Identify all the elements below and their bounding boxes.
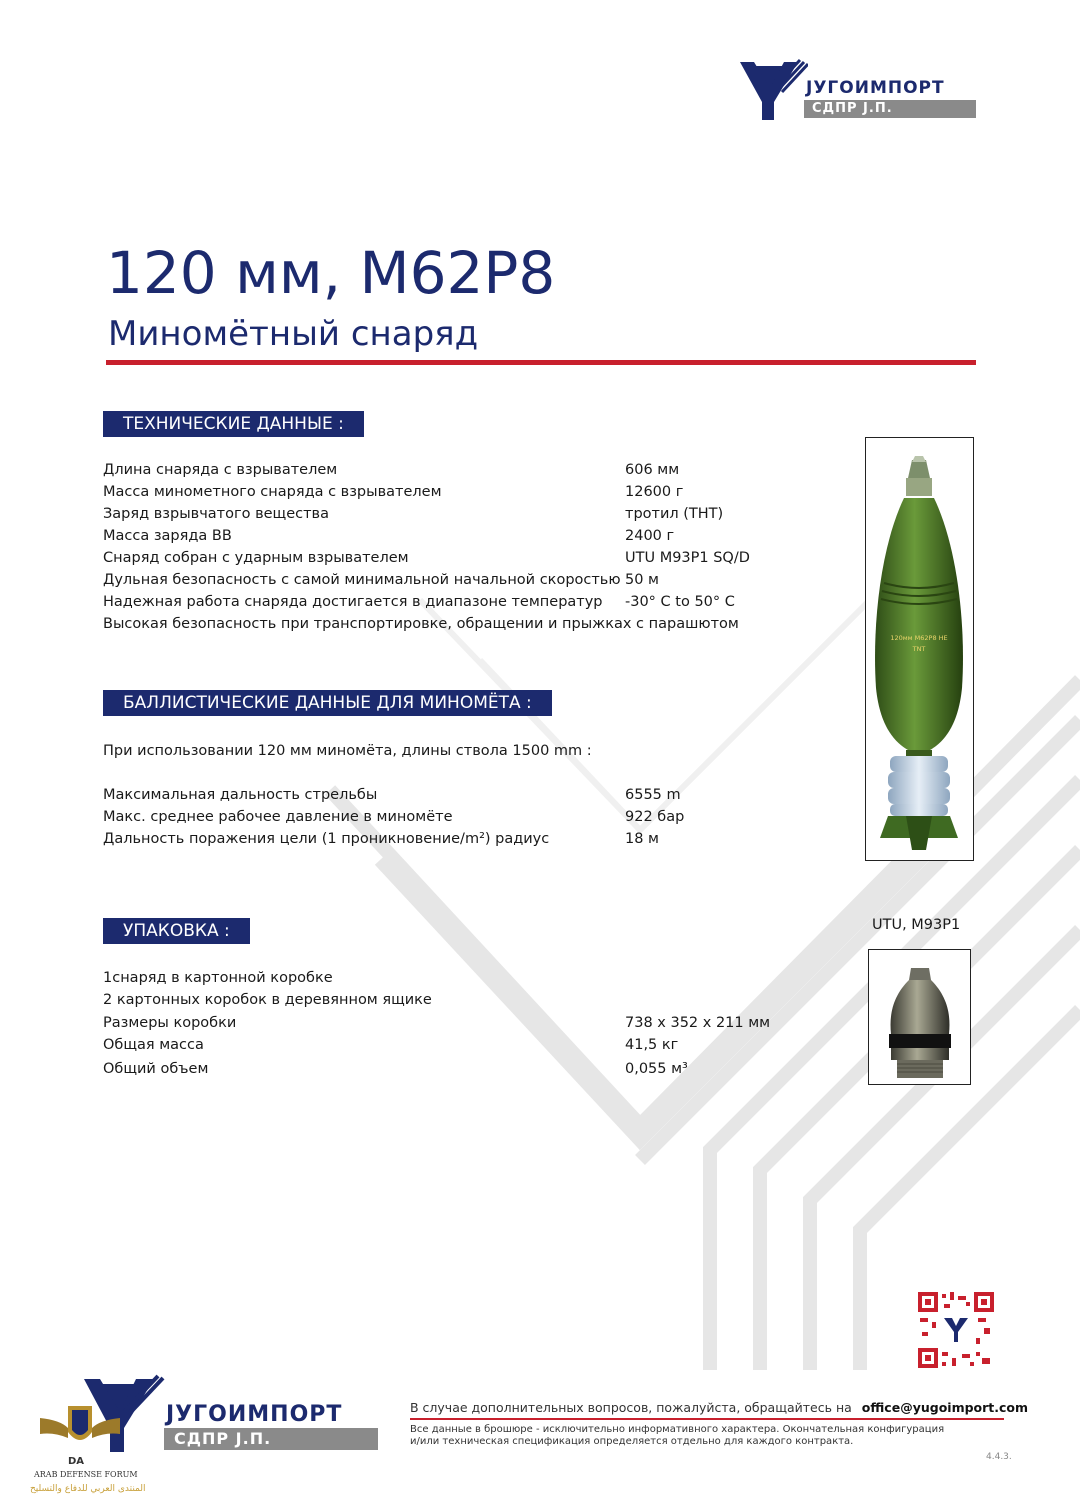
spec-value: 12600 г <box>625 484 684 500</box>
spec-value: 50 м <box>625 572 659 588</box>
spec-note: Высокая безопасность при транспортировке, обращении и прыжках с парашютом <box>103 616 739 632</box>
disclaimer-line: и/или техническая спецификация определяется отдельно для каждого контракта. <box>410 1436 854 1447</box>
mortar-shell-image <box>865 437 974 861</box>
footer-contact <box>410 1400 1028 1415</box>
spec-value: тротил (ТНТ) <box>625 506 724 522</box>
packing-label: Общая масса <box>103 1037 204 1053</box>
watermark <box>20 1398 146 1508</box>
fuze-icon <box>869 950 970 1084</box>
spec-label: Заряд взрывчатого вещества <box>103 506 329 522</box>
ballistic-value: 18 м <box>625 831 659 847</box>
spec-value: 606 мм <box>625 462 680 478</box>
ballistic-value: 922 бар <box>625 809 685 825</box>
spec-label: Масса заряда ВВ <box>103 528 232 544</box>
ballistic-row <box>103 784 903 806</box>
packing-row <box>103 1012 903 1034</box>
footer-email-link[interactable]: office@yugoimport.com <box>861 1400 1029 1415</box>
watermark-badge: DA <box>68 1456 85 1467</box>
spec-value: 2400 г <box>625 528 675 544</box>
footer-disclaimer <box>410 1424 944 1448</box>
qr-code-icon <box>918 1292 994 1368</box>
shield-wings-icon <box>40 1398 120 1458</box>
brand-sub: СДПР Ј.П. <box>804 100 976 118</box>
title-divider <box>106 360 976 365</box>
packing-value: 0,055 м³ <box>625 1061 688 1077</box>
mortar-shell-icon <box>866 438 973 860</box>
spec-value: -30° C to 50° C <box>625 594 735 610</box>
spec-value: UTU M93P1 SQ/D <box>625 550 750 566</box>
spec-label: Масса минометного снаряда с взрывателем <box>103 484 442 500</box>
packing-label: Размеры коробки <box>103 1015 237 1031</box>
packing-line: 1снаряд в картонной коробке <box>103 970 333 986</box>
spec-label: Дульная безопасность с самой минимальной начальной скоростью <box>103 572 621 588</box>
packing-value: 738 x 352 x 211 мм <box>625 1015 771 1031</box>
yugoimport-logo-icon <box>726 58 808 122</box>
spec-row <box>103 525 903 547</box>
ballistic-row <box>103 806 903 828</box>
spec-row <box>103 481 903 503</box>
spec-label: Длина снаряда с взрывателем <box>103 462 338 478</box>
spec-row <box>103 503 903 525</box>
shell-marking: 120мм M62P8 HE <box>890 634 948 642</box>
section-packing-heading: УПАКОВКА : <box>103 918 250 944</box>
section-ballistic-heading: БАЛЛИСТИЧЕСКИЕ ДАННЫЕ ДЛЯ МИНОМЁТА : <box>103 690 552 716</box>
ballistic-label: Дальность поражения цели (1 проникновение/m²) радиус <box>103 831 550 847</box>
ballistic-label: Макс. среднее рабочее давление в миномёте <box>103 809 453 825</box>
fuze-image <box>868 949 971 1085</box>
spec-label: Надежная работа снаряда достигается в диапазоне температур <box>103 594 603 610</box>
document-version: 4.4.3. <box>986 1452 1012 1462</box>
footer-divider <box>410 1418 1004 1420</box>
page-subtitle: Минoмётный снаряд <box>108 314 479 354</box>
page-title: 120 мм, M62P8 <box>106 239 556 307</box>
packing-value: 41,5 кг <box>625 1037 679 1053</box>
watermark-name-en: ARAB DEFENSE FORUM <box>34 1470 138 1479</box>
section-technical-heading: ТЕХНИЧЕСКИЕ ДАННЫЕ : <box>103 411 364 437</box>
header-logo <box>726 58 986 122</box>
brand-name: ЈУГОИМПОРТ <box>166 1402 343 1427</box>
packing-row <box>103 1034 903 1056</box>
spec-label: Снаряд собран с ударным взрывателем <box>103 550 409 566</box>
packing-row <box>103 1058 903 1080</box>
spec-row <box>103 547 903 569</box>
ballistic-intro: При использовании 120 мм миномёта, длины ствола 1500 mm : <box>103 743 592 759</box>
watermark-name-ar: المنتدى العربي للدفاع والتسليح <box>30 1484 146 1494</box>
spec-row <box>103 569 903 591</box>
packing-line: 2 картонных коробок в деревянном ящике <box>103 992 432 1008</box>
brand-name: ЈУГОИМПОРТ <box>806 78 945 98</box>
ballistic-label: Максимальная дальность стрельбы <box>103 787 378 803</box>
disclaimer-line: Все данные в брошюре - исключительно информативного характера. Окончательная конфигурация <box>410 1424 945 1435</box>
spec-row <box>103 591 903 613</box>
ballistic-row <box>103 828 903 850</box>
brand-sub: СДПР Ј.П. <box>164 1428 378 1450</box>
packing-label: Общий объем <box>103 1061 209 1077</box>
spec-row <box>103 459 903 481</box>
ballistic-value: 6555 m <box>625 787 681 803</box>
footer-contact-text: В случае дополнительных вопросов, пожалуйста, обращайтесь на <box>410 1400 852 1415</box>
fuze-caption: UTU, M93P1 <box>872 917 961 933</box>
shell-marking: TNT <box>912 645 926 653</box>
